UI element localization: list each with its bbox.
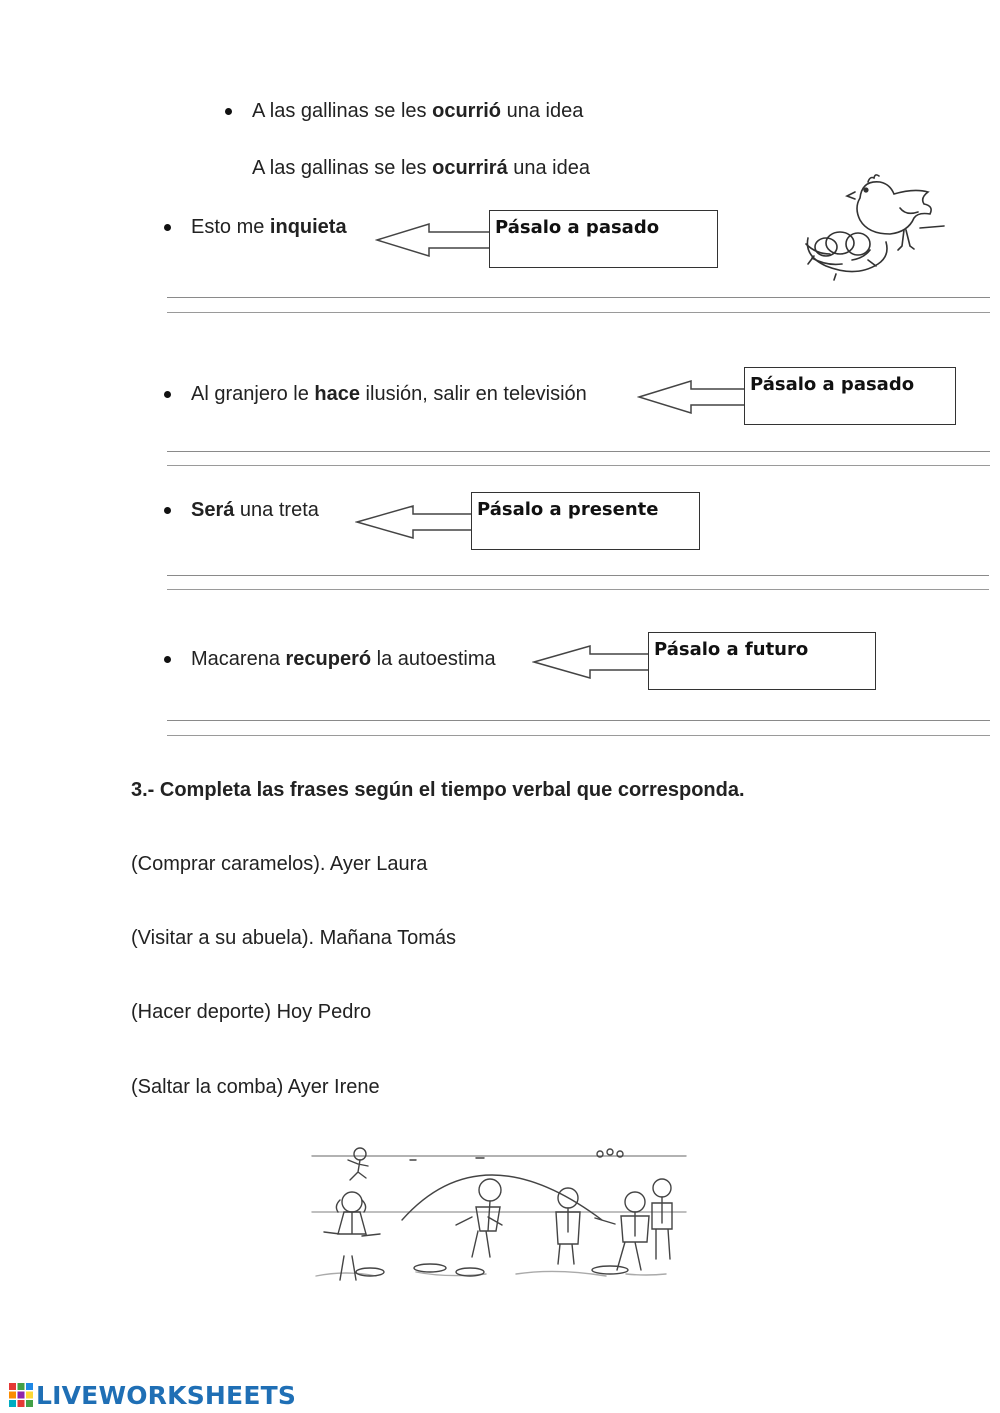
answer-input[interactable] [450, 851, 754, 880]
sentence-blank: (Comprar caramelos). Ayer Laura [131, 853, 428, 875]
bullet [164, 656, 171, 663]
text: una idea [507, 157, 590, 179]
hen-nest-illustration [800, 168, 945, 283]
bold-verb: ocurrió [432, 100, 502, 122]
answer-line[interactable] [167, 720, 990, 721]
text: ilusión, salir en televisión [360, 383, 587, 405]
text: Esto me [191, 216, 270, 238]
instruction-box: Pásalo a futuro [648, 632, 876, 690]
text: una treta [234, 499, 319, 521]
bullet [164, 224, 171, 231]
bold-verb: recuperó [285, 648, 372, 670]
arrow-left-icon [637, 377, 749, 417]
arrow-left-icon [375, 220, 495, 260]
brand-logo[interactable] [8, 1380, 296, 1410]
sentence-3 [191, 498, 319, 522]
text: Macarena [191, 648, 286, 670]
sentence-blank: (Hacer deporte) Hoy Pedro [131, 1001, 372, 1023]
bullet [164, 507, 171, 514]
arrow-left-icon [355, 502, 477, 542]
brand-name: LIVEWORKSHEETS [36, 1380, 297, 1410]
children-jump-rope-illustration [310, 1140, 690, 1285]
answer-input[interactable] [401, 1074, 705, 1103]
bold-verb: Será [191, 499, 235, 521]
arrow-left-icon [532, 642, 654, 682]
answer-line [167, 312, 990, 313]
text: la autoestima [371, 648, 496, 670]
answer-line [167, 589, 989, 590]
bold-verb: ocurrirá [432, 157, 508, 179]
sentence-2 [191, 382, 587, 406]
instruction-box: Pásalo a presente [471, 492, 700, 550]
example-sentence-past [252, 99, 583, 123]
text: A las gallinas se les [252, 100, 433, 122]
sentence-blank: (Saltar la comba) Ayer Irene [131, 1076, 380, 1098]
answer-input[interactable] [392, 999, 696, 1028]
answer-input[interactable] [482, 925, 786, 954]
text: Al granjero le [191, 383, 315, 405]
sentence-4 [191, 647, 496, 671]
instruction-box: Pásalo a pasado [744, 367, 956, 425]
example-sentence-future [252, 156, 590, 180]
section-title: 3.- Completa las frases según el tiempo verbal que corresponda. [131, 779, 745, 801]
sentence-blank: (Visitar a su abuela). Mañana Tomás [131, 927, 456, 949]
answer-line [167, 465, 990, 466]
bold-verb: hace [314, 383, 360, 405]
answer-line [167, 735, 990, 736]
text: una idea [501, 100, 584, 122]
answer-line[interactable] [167, 297, 990, 298]
sentence-1 [191, 215, 347, 239]
bold-verb: inquieta [269, 216, 347, 238]
bullet [164, 391, 171, 398]
answer-line[interactable] [167, 451, 990, 452]
answer-line[interactable] [167, 575, 989, 576]
bullet [225, 108, 232, 115]
grid-logo-icon [8, 1382, 34, 1408]
instruction-box: Pásalo a pasado [489, 210, 718, 268]
text: A las gallinas se les [252, 157, 433, 179]
